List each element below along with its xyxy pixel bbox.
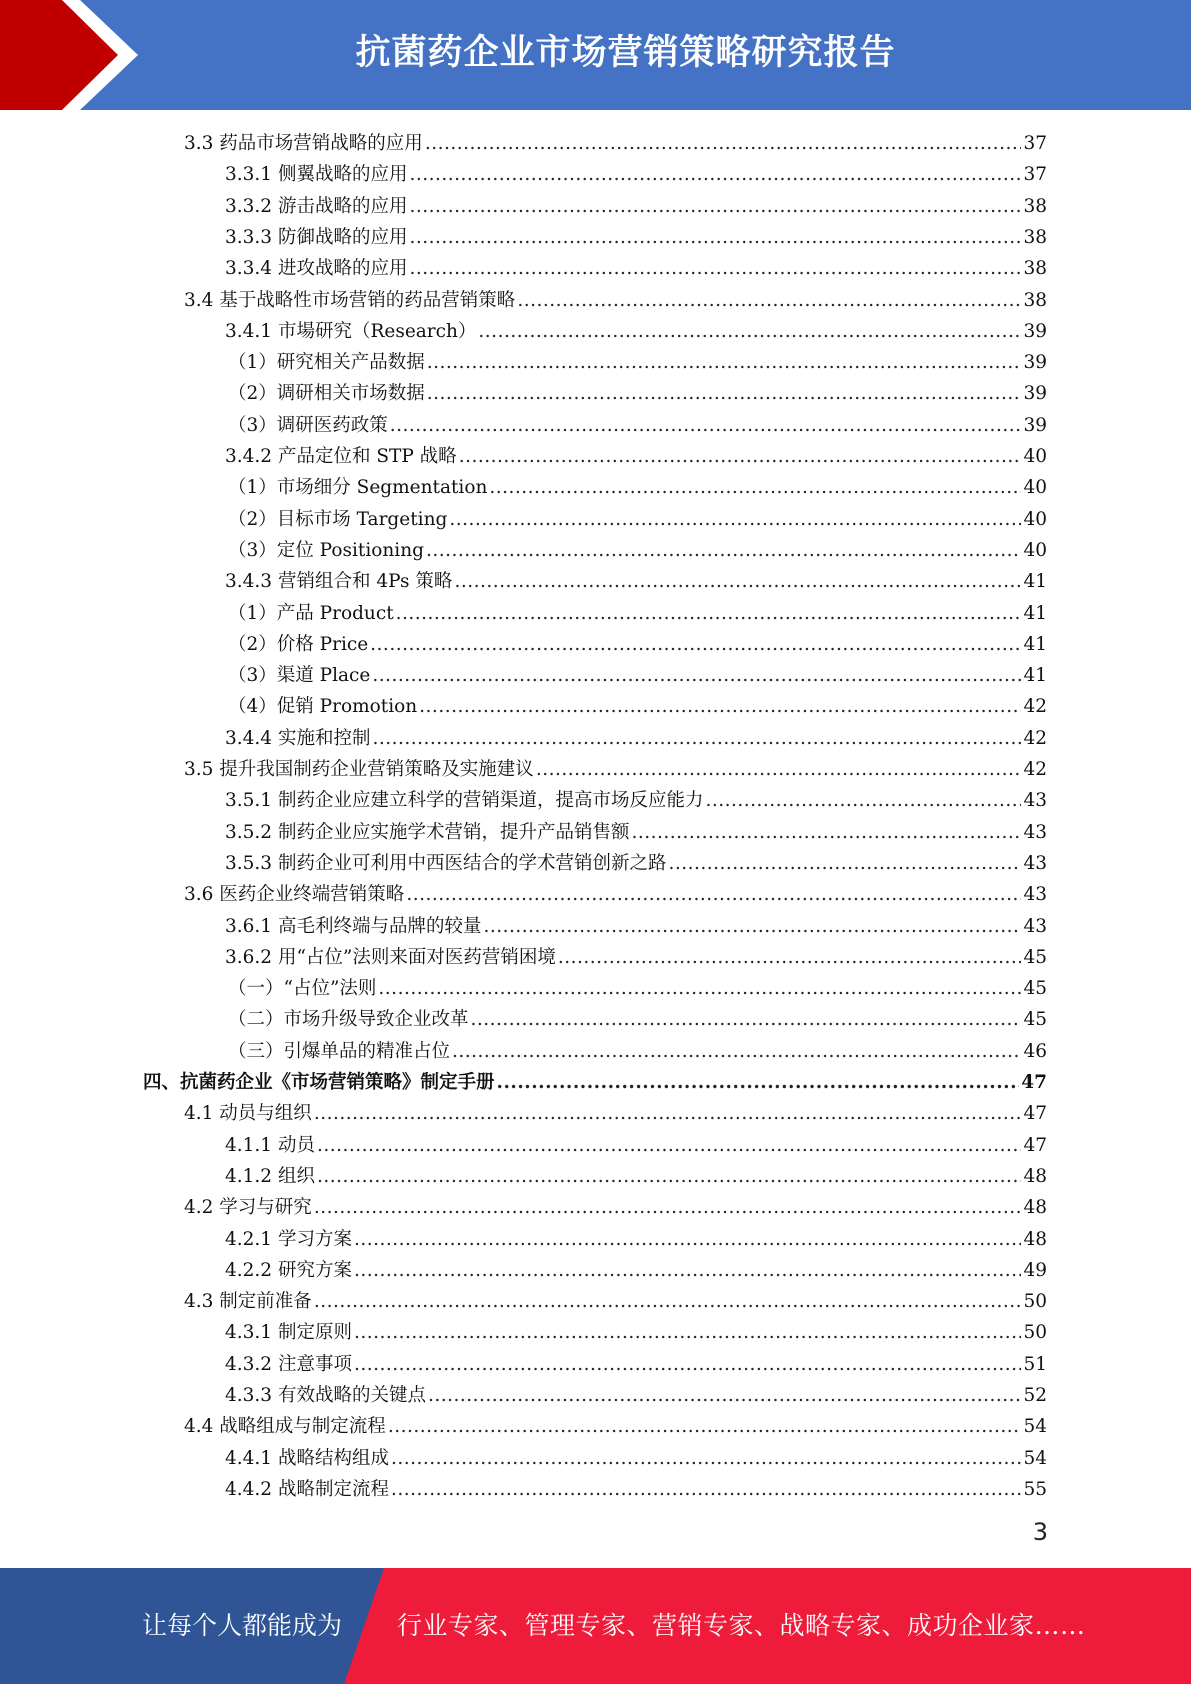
toc-entry-title: 3.6 医药企业终端营销策略: [184, 884, 405, 906]
toc-dot-leader: [427, 378, 1022, 409]
toc-entry-title: 3.5.2 制药企业应实施学术营销，提升产品销售额: [225, 821, 630, 843]
toc-entry-page: 41: [1023, 633, 1047, 655]
toc-dot-leader: [354, 1349, 1022, 1380]
toc-entry-page: 40: [1023, 508, 1047, 530]
toc-entry[interactable]: [225, 191, 1047, 222]
toc-dot-leader: [536, 754, 1022, 785]
toc-dot-leader: [396, 598, 1022, 629]
toc-entry-title: 3.3.4 进攻战略的应用: [225, 258, 408, 280]
toc-entry[interactable]: [228, 504, 1047, 535]
toc-entry[interactable]: [143, 1067, 1047, 1098]
toc-dot-leader: [705, 785, 1021, 816]
toc-entry-page: 38: [1023, 289, 1047, 311]
toc-entry[interactable]: [225, 785, 1047, 816]
footer-slogan-left: 让每个人都能成为: [142, 1611, 343, 1640]
toc-dot-leader: [631, 817, 1021, 848]
toc-entry[interactable]: [228, 347, 1047, 378]
toc-entry[interactable]: [228, 535, 1047, 566]
toc-entry-title: 3.3 药品市场营销战略的应用: [184, 133, 423, 154]
toc-dot-leader: [478, 316, 1021, 347]
toc-dot-leader: [314, 1098, 1022, 1129]
toc-entry-title: 3.3.3 防御战略的应用: [225, 226, 408, 248]
toc-entry[interactable]: [228, 598, 1047, 629]
toc-entry[interactable]: [184, 285, 1047, 316]
toc-entry[interactable]: [225, 316, 1047, 347]
toc-entry[interactable]: [225, 253, 1047, 284]
report-title: 抗菌药企业市场营销策略研究报告: [355, 33, 896, 73]
toc-entry-page: 40: [1023, 477, 1047, 499]
report-header: [0, 0, 1191, 110]
toc-entry[interactable]: [225, 159, 1047, 190]
toc-entry-title: 3.3.2 游击战略的应用: [225, 195, 408, 217]
toc-dot-leader: [354, 1317, 1022, 1348]
toc-entry-page: 39: [1023, 320, 1047, 342]
toc-dot-leader: [372, 660, 1021, 691]
toc-entry-title: 3.5 提升我国制药企业营销策略及实施建议: [184, 759, 534, 780]
toc-entry-page: 54: [1023, 1416, 1047, 1438]
toc-entry-page: 50: [1023, 1291, 1047, 1313]
toc-entry-page: 51: [1023, 1353, 1047, 1375]
toc-entry-title: 4.4 战略组成与制定流程: [184, 1416, 386, 1438]
toc-entry-page: 49: [1023, 1259, 1047, 1281]
toc-dot-leader: [517, 285, 1021, 316]
toc-entry-page: 47: [1023, 1103, 1047, 1125]
toc-entry[interactable]: [225, 942, 1047, 973]
toc-entry-page: 42: [1023, 727, 1047, 749]
toc-entry-page: 54: [1023, 1447, 1047, 1469]
toc-entry-page: 55: [1023, 1478, 1047, 1500]
toc-dot-leader: [391, 1443, 1021, 1474]
toc-entry-page: 41: [1023, 602, 1047, 624]
toc-entry[interactable]: [228, 410, 1047, 441]
toc-entry-title: 4.3 制定前准备: [184, 1291, 312, 1313]
toc-dot-leader: [409, 159, 1021, 190]
toc-entry-title: （一）“占位”法则: [228, 978, 377, 1000]
toc-entry-title: 3.6.2 用“占位”法则来面对医药营销困境: [225, 946, 556, 968]
toc-entry-page: 47: [1021, 1072, 1047, 1093]
toc-dot-leader: [454, 566, 1021, 597]
toc-entry[interactable]: [228, 629, 1047, 660]
toc-entry-page: 42: [1023, 759, 1047, 780]
toc-entry-page: 45: [1023, 1009, 1047, 1031]
toc-entry[interactable]: [225, 1224, 1047, 1255]
page-number: 3: [1032, 1518, 1048, 1546]
toc-entry[interactable]: [228, 472, 1047, 503]
toc-entry[interactable]: [228, 1036, 1047, 1067]
toc-entry-page: 38: [1023, 226, 1047, 248]
toc-dot-leader: [471, 1004, 1022, 1035]
toc-dot-leader: [489, 472, 1021, 503]
toc-entry-page: 48: [1023, 1197, 1047, 1219]
toc-entry[interactable]: [225, 222, 1047, 253]
toc-dot-leader: [558, 942, 1022, 973]
toc-entry[interactable]: [225, 1349, 1047, 1380]
toc-dot-leader: [452, 1036, 1021, 1067]
toc-entry-title: 3.4.1 市場研究（Research）: [225, 320, 477, 342]
toc-entry-title: （2）目标市场 Targeting: [228, 508, 448, 530]
toc-entry-page: 37: [1023, 133, 1047, 154]
toc-dot-leader: [372, 723, 1021, 754]
toc-entry-title: 4.4.2 战略制定流程: [225, 1478, 389, 1500]
toc-dot-leader: [419, 691, 1021, 722]
toc-entry[interactable]: [228, 660, 1047, 691]
toc-dot-leader: [317, 1130, 1022, 1161]
toc-entry[interactable]: [225, 911, 1047, 942]
toc-entry-title: 4.2.1 学习方案: [225, 1228, 352, 1250]
toc-dot-leader: [409, 253, 1021, 284]
toc-entry-title: 4.3.2 注意事项: [225, 1353, 352, 1375]
toc-dot-leader: [427, 347, 1022, 378]
toc-entry-page: 46: [1023, 1040, 1047, 1062]
toc-entry[interactable]: [225, 1443, 1047, 1474]
toc-entry-page: 43: [1023, 884, 1047, 906]
toc-entry-title: （3）渠道 Place: [228, 665, 371, 687]
toc-entry-title: （2）调研相关市场数据: [228, 383, 425, 405]
toc-entry[interactable]: [225, 817, 1047, 848]
toc-entry-title: （3）定位 Positioning: [228, 539, 424, 561]
toc-entry-page: 40: [1023, 446, 1047, 467]
toc-entry-page: 45: [1023, 946, 1047, 968]
toc-entry-page: 37: [1023, 164, 1047, 186]
toc-entry-page: 41: [1023, 571, 1047, 593]
toc-entry-title: 3.4 基于战略性市场营销的药品营销策略: [184, 289, 516, 311]
toc-dot-leader: [370, 629, 1021, 660]
toc-entry[interactable]: [225, 1380, 1047, 1411]
toc-entry-page: 43: [1023, 821, 1047, 843]
toc-entry-page: 38: [1023, 195, 1047, 217]
toc-entry-title: （三）引爆单品的精准占位: [228, 1040, 451, 1062]
toc-entry[interactable]: [225, 1130, 1047, 1161]
toc-entry-title: （1）市场细分 Segmentation: [228, 477, 488, 499]
toc-entry[interactable]: [225, 723, 1047, 754]
toc-entry[interactable]: [225, 1161, 1047, 1192]
toc-entry-title: 4.3.1 制定原则: [225, 1322, 352, 1344]
toc-entry-page: 40: [1023, 539, 1047, 561]
toc-dot-leader: [425, 128, 1022, 159]
toc-dot-leader: [388, 1411, 1022, 1442]
toc-entry[interactable]: [184, 1192, 1047, 1223]
toc-dot-leader: [483, 911, 1021, 942]
toc-entry[interactable]: [228, 378, 1047, 409]
toc-entry[interactable]: [184, 879, 1047, 910]
toc-entry-page: 39: [1023, 414, 1047, 436]
toc-entry-title: （3）调研医药政策: [228, 414, 388, 436]
toc-entry[interactable]: [228, 691, 1047, 722]
toc-dot-leader: [449, 504, 1021, 535]
toc-entry-title: （2）价格 Price: [228, 633, 369, 655]
toc-entry[interactable]: [184, 1098, 1047, 1129]
toc-entry-title: 四、抗菌药企业《市场营销策略》制定手册: [143, 1072, 495, 1093]
toc-entry-title: 3.4.2 产品定位和 STP 战略: [225, 446, 457, 467]
toc-entry-title: 4.2 学习与研究: [184, 1197, 312, 1219]
toc-entry-page: 52: [1023, 1385, 1047, 1406]
toc-entry[interactable]: [184, 1286, 1047, 1317]
toc-dot-leader: [428, 1380, 1021, 1411]
toc-entry-title: 3.5.3 制药企业可利用中西医结合的学术营销创新之路: [225, 852, 667, 874]
toc-entry[interactable]: [225, 441, 1047, 472]
toc-entry-page: 45: [1023, 978, 1047, 1000]
toc-dot-leader: [314, 1286, 1022, 1317]
toc-entry-page: 47: [1023, 1134, 1047, 1156]
toc-dot-leader: [409, 222, 1021, 253]
toc-entry[interactable]: [228, 1004, 1047, 1035]
toc-dot-leader: [426, 535, 1021, 566]
toc-entry[interactable]: [228, 973, 1047, 1004]
toc-dot-leader: [497, 1067, 1020, 1098]
toc-dot-leader: [390, 410, 1022, 441]
toc-dot-leader: [354, 1224, 1022, 1255]
toc-entry[interactable]: [184, 128, 1047, 159]
toc-entry-title: （二）市场升级导致企业改革: [228, 1009, 469, 1031]
toc-entry[interactable]: [225, 566, 1047, 597]
toc-entry-title: 4.3.3 有效战略的关键点: [225, 1385, 426, 1406]
toc-entry-title: 3.3.1 侧翼战略的应用: [225, 164, 408, 186]
toc-entry[interactable]: [225, 1474, 1047, 1505]
toc-entry-page: 41: [1023, 665, 1047, 687]
toc-dot-leader: [314, 1192, 1022, 1223]
toc-entry-title: 3.4.4 实施和控制: [225, 727, 371, 749]
toc-entry[interactable]: [225, 1255, 1047, 1286]
toc-entry-page: 50: [1023, 1322, 1047, 1344]
toc-dot-leader: [354, 1255, 1022, 1286]
toc-entry-page: 38: [1023, 258, 1047, 280]
toc-entry-page: 39: [1023, 352, 1047, 374]
toc-dot-leader: [459, 441, 1022, 472]
toc-dot-leader: [668, 848, 1021, 879]
toc-entry-title: （1）产品 Product: [228, 602, 394, 624]
toc-entry-page: 39: [1023, 383, 1047, 405]
toc-entry-title: 4.1.2 组织: [225, 1165, 315, 1187]
toc-entry[interactable]: [225, 1317, 1047, 1348]
toc-dot-leader: [391, 1474, 1021, 1505]
toc-entry-page: 42: [1023, 696, 1047, 718]
toc-entry-title: 3.4.3 营销组合和 4Ps 策略: [225, 571, 453, 593]
toc-entry[interactable]: [225, 848, 1047, 879]
toc-entry[interactable]: [184, 1411, 1047, 1442]
toc-entry-page: 43: [1023, 915, 1047, 937]
toc-entry-title: 4.1.1 动员: [225, 1134, 315, 1156]
toc-entry-title: 3.5.1 制药企业应建立科学的营销渠道，提高市场反应能力: [225, 790, 704, 812]
toc-entry-title: 4.2.2 研究方案: [225, 1259, 352, 1281]
toc-dot-leader: [409, 191, 1021, 222]
footer-slogan-right: 行业专家、管理专家、营销专家、战略专家、成功企业家……: [397, 1611, 1086, 1640]
toc-entry-title: （1）研究相关产品数据: [228, 352, 425, 374]
toc-entry-title: 4.4.1 战略结构组成: [225, 1447, 389, 1469]
toc-entry-page: 48: [1023, 1165, 1047, 1187]
toc-entry-page: 43: [1023, 790, 1047, 812]
toc-entry-title: 4.1 动员与组织: [184, 1103, 312, 1125]
toc-entry-title: （4）促销 Promotion: [228, 696, 418, 718]
toc-entry-page: 43: [1023, 852, 1047, 874]
footer-banner: [0, 1568, 1191, 1684]
toc-dot-leader: [378, 973, 1021, 1004]
toc-dot-leader: [317, 1161, 1022, 1192]
toc-entry[interactable]: [184, 754, 1047, 785]
toc-entry-title: 3.6.1 高毛利终端与品牌的较量: [225, 915, 482, 937]
toc-entry-page: 48: [1023, 1228, 1047, 1250]
toc-dot-leader: [406, 879, 1021, 910]
